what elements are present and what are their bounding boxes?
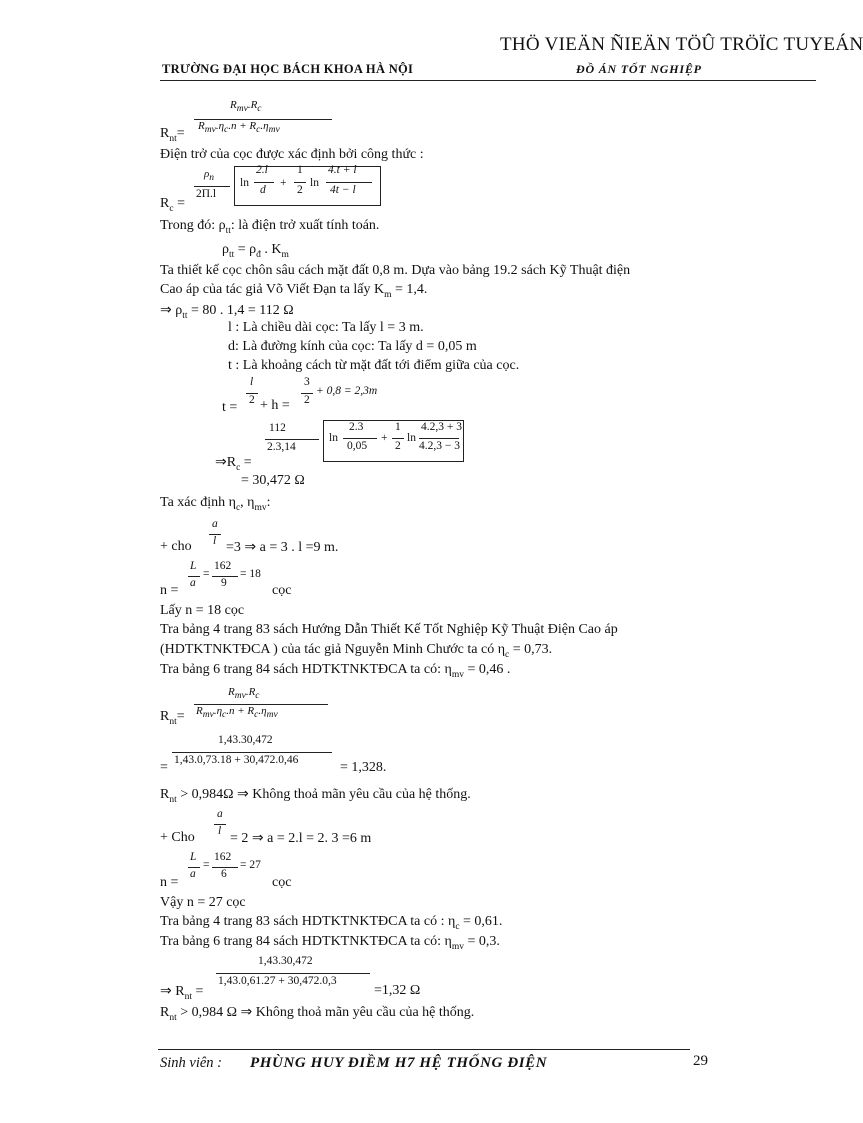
def-t: t : Là khoảng cách từ mặt đất tới điểm giữa của cọc. xyxy=(228,358,520,373)
watermark: THÖ VIEÄN ÑIEÄN TÖÛ TRÖÏC TUYEÁN xyxy=(500,34,863,55)
design-line-2: Cao áp của tác giả Võ Viết Đạn ta lấy $K_m = 1,4$. xyxy=(160,282,428,300)
tra4-line-3: Tra bảng 4 trang 83 sách HDTKTNKTĐCA ta có : $\eta_c = 0,61$. xyxy=(160,914,503,932)
footer-rule xyxy=(158,1049,690,1050)
tra6-line-1: Tra bảng 6 trang 84 sách HDTKTNKTĐCA ta có: $\eta_{mv} = 0,46$ . xyxy=(160,662,511,680)
tra6-line-2: Tra bảng 6 trang 84 sách HDTKTNKTĐCA ta có: $\eta_{mv} = 0,3$. xyxy=(160,934,500,952)
tra4-line-2: (HDTKTNKTĐCA ) của tác giả Nguyễn Minh Chước ta có $\eta_c = 0,73$. xyxy=(160,642,553,660)
footer-label: Sinh viên : xyxy=(160,1055,223,1071)
check-2: $R_{nt} > 0,984$ Ω ⇒ Không thoả mãn yêu cầu của hệ thống. xyxy=(160,1005,475,1023)
header-thesis: ĐỒ ÁN TỐT NGHIỆP xyxy=(576,62,702,76)
header-school: TRƯỜNG ĐẠI HỌC BÁCH KHOA HÀ NỘI xyxy=(162,62,414,76)
vay-n: Vậy n = 27 cọc xyxy=(160,895,246,910)
eta-intro: Ta xác định $\eta_c$, $\eta_{mv}$: xyxy=(160,495,271,513)
trong-do-line: Trong đó: $\rho_{tt}$: là điện trở xuất tính toán. xyxy=(160,218,380,236)
tra4-line-1: Tra bảng 4 trang 83 sách Hướng Dẫn Thiết Kế Tốt Nghiệp Kỹ Thuật Điện Cao áp xyxy=(160,622,618,637)
page-number: 29 xyxy=(693,1053,708,1069)
header-rule xyxy=(160,80,816,81)
rho-calc: ⇒ $\rho_{tt} = 80$ . 1,4 = 112 Ω xyxy=(160,303,294,321)
footer-student: PHÙNG HUY ĐIỀM H7 HỆ THỐNG ĐIỆN xyxy=(250,1055,548,1071)
rho-formula: $\rho_{tt} = \rho_đ$ . $K_m$ xyxy=(222,242,289,260)
def-d: d: Là đường kính của cọc: Ta lấy d = 0,05 m xyxy=(228,339,477,354)
def-l: l : Là chiều dài cọc: Ta lấy l = 3 m. xyxy=(228,320,424,335)
check-1: $R_{nt} > 0,984\Omega$ ⇒ Không thoả mãn yêu cầu của hệ thống. xyxy=(160,787,471,805)
lay-n: Lấy n = 18 cọc xyxy=(160,603,245,618)
rc-value: = 30,472 Ω xyxy=(241,473,305,488)
design-line-1: Ta thiết kế cọc chôn sâu cách mặt đất 0,8 m. Dựa vào bảng 19.2 sách Kỹ Thuật điện xyxy=(160,263,631,278)
rc-intro: Điện trở của cọc được xác định bởi công thức : xyxy=(160,147,424,162)
